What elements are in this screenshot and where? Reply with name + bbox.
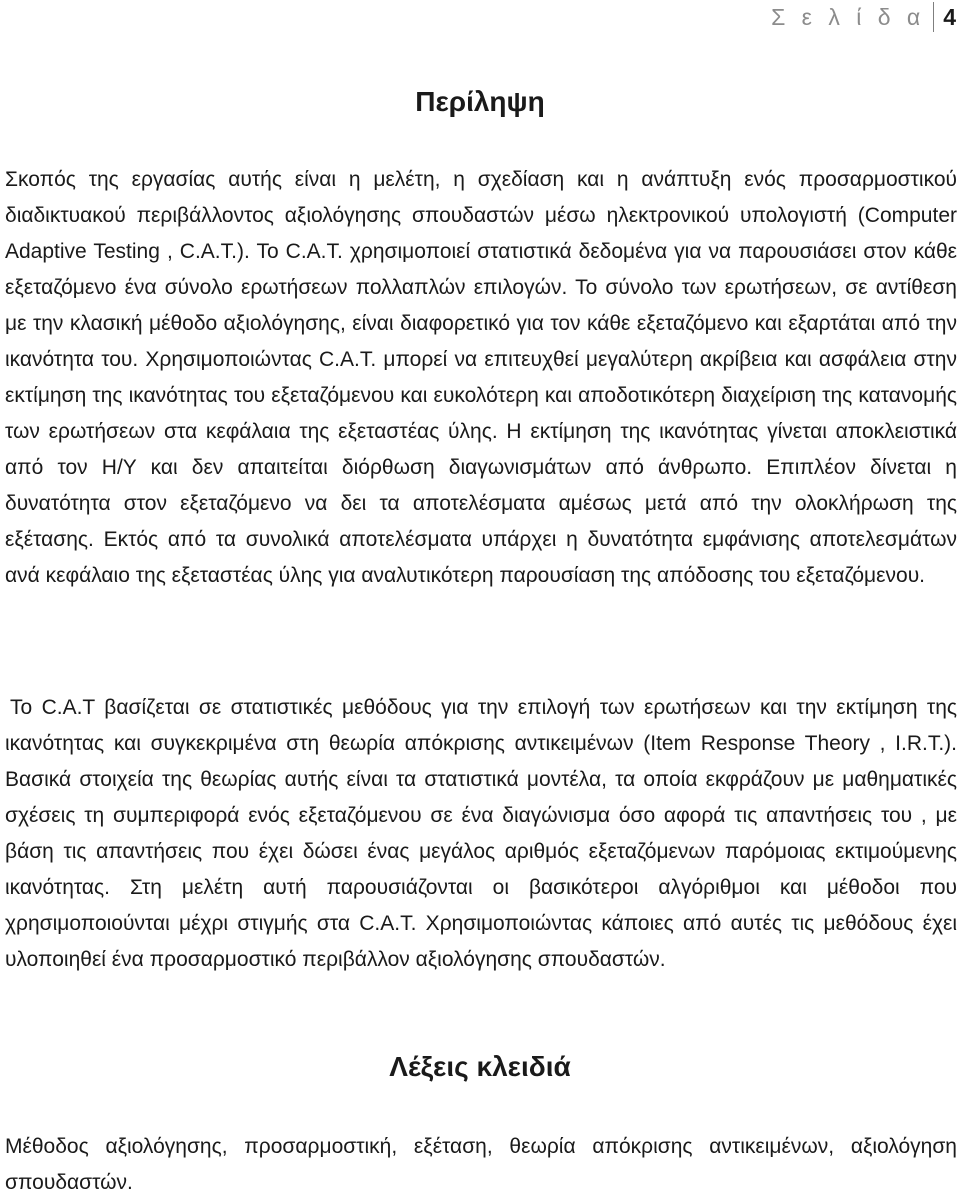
keywords-text: Μέθοδος αξιολόγησης, προσαρμοστική, εξέταση, θεωρία απόκρισης αντικειμένων, αξιολόγηση σπουδαστών.	[5, 1135, 957, 1194]
abstract-heading: Περίληψη	[415, 86, 545, 117]
page-number: 4	[943, 3, 956, 30]
keywords-heading: Λέξεις κλειδιά	[389, 1051, 571, 1082]
abstract-paragraph-1: Σκοπός της εργασίας αυτής είναι η μελέτη, η σχεδίαση και η ανάπτυξη ενός προσαρμοστικού διαδικτυακού περιβάλλοντος αξιολόγησης σπουδαστών μέσω ηλεκτρονικού υπολογιστή (Computer Adaptive Testing , C.A.T.). Το C.A.T. χρησιμοποιεί στατιστικά δεδομένα για να παρουσιάσει στον κάθε εξεταζόμενο ένα σύνολο ερωτήσεων πολλαπλών επιλογών. Το σύνολο των ερωτήσεων, σε αντίθεση με την κλασική μέθοδο αξιολόγησης, είναι διαφορετικό για τον κάθε εξεταζόμενο και εξαρτάται από την ικανότητα του. Χρησιμοποιώντας C.A.T. μπορεί να επιτευχθεί μεγαλύτερη ακρίβεια και ασφάλεια στην εκτίμηση της ικανότητας του εξεταζόμενου και ευκολότερη και αποδοτικότερη διαχείριση της κατανομής των ερωτήσεων στα κεφάλαια της εξεταστέας ύλης. Η εκτίμηση της ικανότητας γίνεται αποκλειστικά από τον Η/Υ και δεν απαιτείται διόρθωση διαγωνισμάτων από άνθρωπο. Επιπλέον δίνεται η δυνατότητα στον εξεταζόμενο να δει τα αποτελέσματα αμέσως μετά από την ολοκλήρωση της εξέτασης. Εκτός από τα συνολικά αποτελέσματα υπάρχει η δυνατότητα εμφάνισης αποτελεσμάτων ανά κεφάλαιο της εξεταστέας ύλης για αναλυτικότερη παρουσίαση της απόδοσης του εξεταζόμενου.	[5, 168, 957, 587]
page-label: Σ ε λ ί δ α	[771, 3, 926, 30]
header-divider	[933, 2, 934, 32]
page-header	[771, 0, 958, 34]
abstract-paragraph-2: Το C.A.T βασίζεται σε στατιστικές μεθόδους για την επιλογή των ερωτήσεων και την εκτίμηση της ικανότητας και συγκεκριμένα στη θεωρία απόκρισης αντικειμένων (Item Response Theory , I.R.T.). Βασικά στοιχεία της θεωρίας αυτής είναι τα στατιστικά μοντέλα, τα οποία εκφράζουν με μαθηματικές σχέσεις τη συμπεριφορά ενός εξεταζόμενου σε ένα διαγώνισμα όσο αφορά τις απαντήσεις του , με βάση τις απαντήσεις που έχει δώσει ένας μεγάλος αριθμός εξεταζόμενων παρόμοιας εκτιμούμενης ικανότητας. Στη μελέτη αυτή παρουσιάζονται οι βασικότεροι αλγόριθμοι και μέθοδοι που χρησιμοποιούνται μέχρι στιγμής στα C.A.T. Χρησιμοποιώντας κάποιες από αυτές τις μεθόδους έχει υλοποιηθεί ένα προσαρμοστικό περιβάλλον αξιολόγησης σπουδαστών.	[5, 696, 957, 971]
